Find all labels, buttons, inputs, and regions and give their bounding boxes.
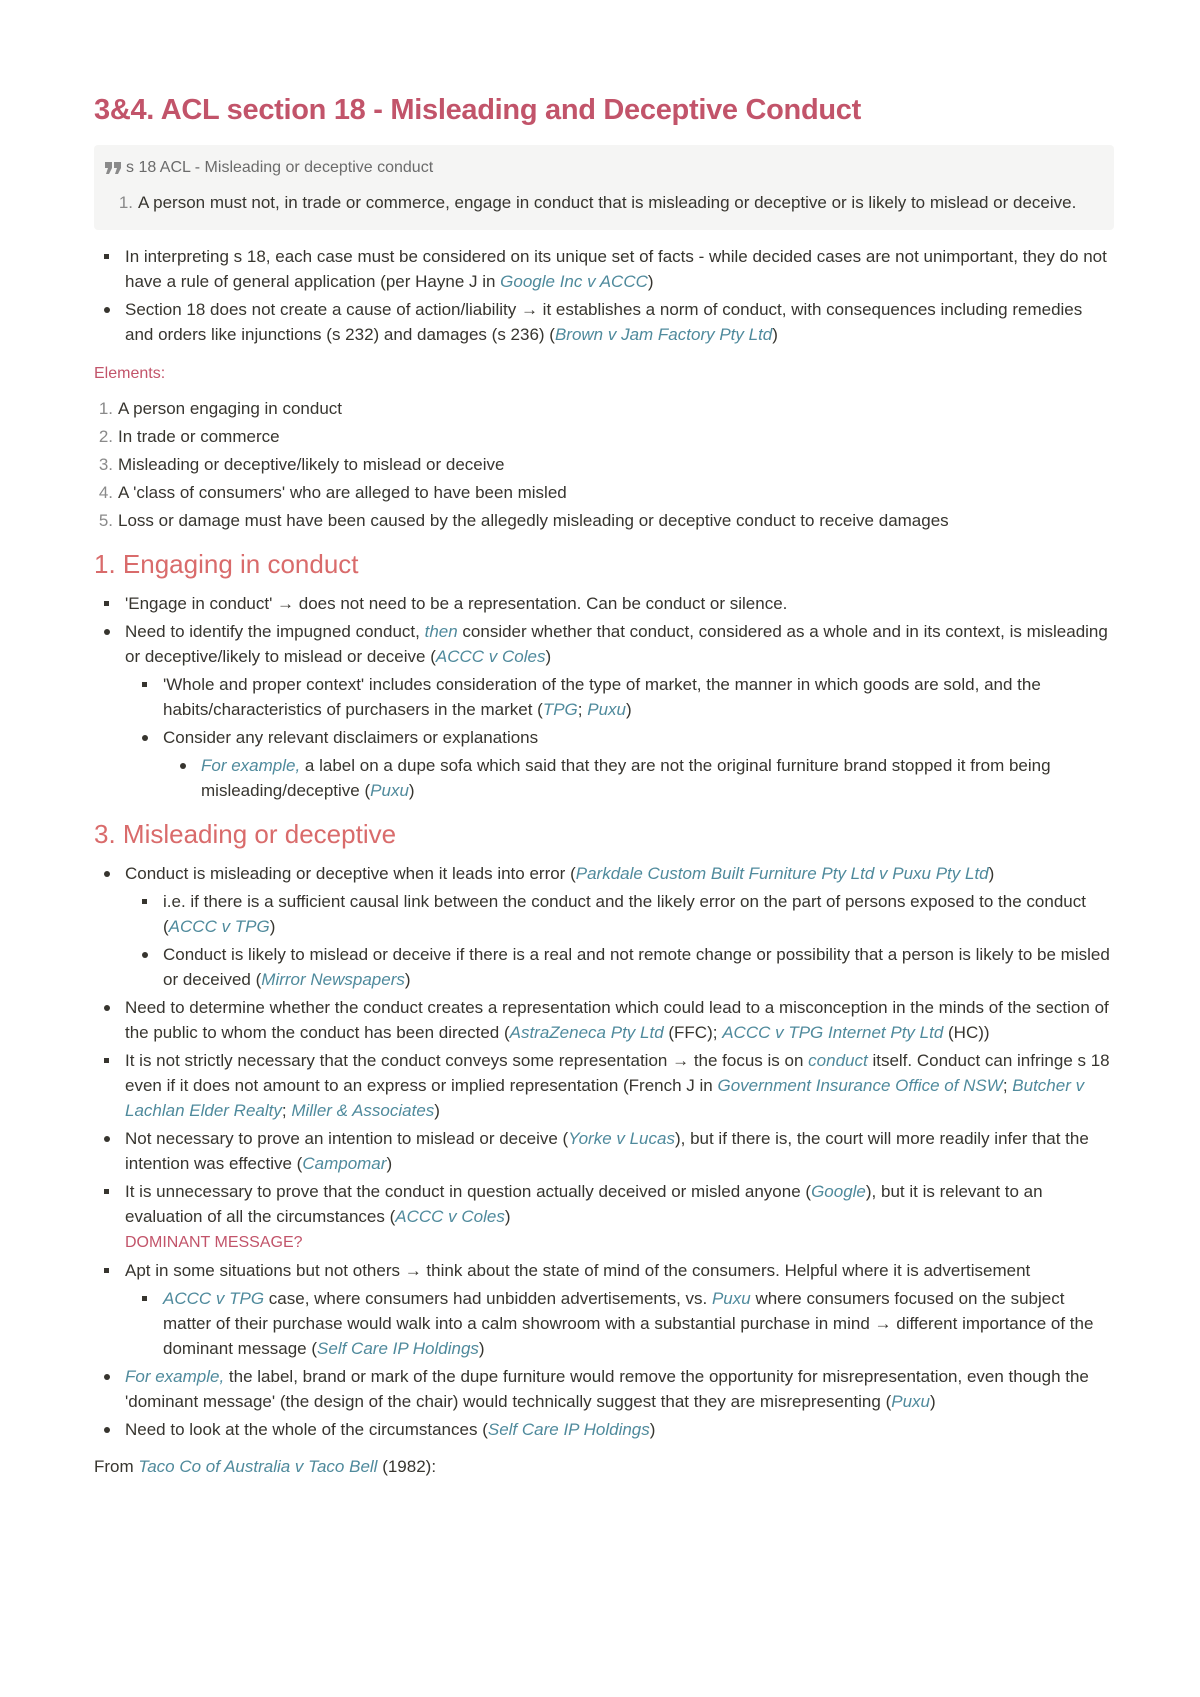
list-item: ACCC v TPG case, where consumers had unbidden advertisements, vs. Puxu where consumers focused on the subject matter of their purchase would walk into a calm showroom with a substantial purchase in mind → different importance of the dominant message (Self Care IP Holdings) bbox=[94, 1286, 1114, 1361]
case-link[interactable]: Parkdale Custom Built Furniture Pty Ltd v Puxu Pty Ltd bbox=[575, 864, 989, 883]
case-link[interactable]: ACCC v TPG bbox=[168, 917, 270, 936]
bullet-icon bbox=[94, 1179, 125, 1255]
list-item: Need to determine whether the conduct creates a representation which could lead to a misconception in the minds of the section of the public to whom the conduct has been directed (AstraZeneca Pty Ltd (FFC); ACCC v TPG Internet Pty Ltd (HC)) bbox=[94, 995, 1114, 1045]
case-link[interactable]: Miller & Associates bbox=[291, 1101, 435, 1120]
bullet-icon bbox=[132, 672, 163, 722]
list-item: Need to look at the whole of the circumstances (Self Care IP Holdings) bbox=[94, 1417, 1114, 1442]
bullet-icon bbox=[94, 861, 125, 886]
list-item: 5. Loss or damage must have been caused by the allegedly misleading or deceptive conduct to receive damages bbox=[98, 511, 949, 530]
case-link[interactable]: ACCC v Coles bbox=[435, 647, 546, 666]
bullet-icon bbox=[94, 1258, 125, 1283]
case-link[interactable]: Puxu bbox=[891, 1392, 930, 1411]
quote-icon bbox=[104, 160, 122, 176]
callout-heading bbox=[104, 155, 1100, 180]
section-heading-engaging: 1. Engaging in conduct bbox=[94, 549, 359, 579]
elements-label: Elements: bbox=[94, 365, 166, 382]
case-link[interactable]: Taco Co of Australia v Taco Bell bbox=[138, 1457, 378, 1476]
dominant-message-label: DOMINANT MESSAGE? bbox=[125, 1234, 303, 1251]
case-link[interactable]: TPG bbox=[542, 700, 578, 719]
emphasis-example: For example, bbox=[125, 1367, 225, 1386]
footer-paragraph: From Taco Co of Australia v Taco Bell (1982): bbox=[94, 1457, 437, 1476]
case-link[interactable]: ACCC v Coles bbox=[395, 1207, 505, 1226]
section-heading-misleading: 3. Misleading or deceptive bbox=[94, 819, 397, 849]
engaging-list bbox=[94, 591, 1114, 803]
list-item: 'Whole and proper context' includes consideration of the type of market, the manner in which goods are sold, and the habits/characteristics of purchasers in the market (TPG; Puxu) bbox=[94, 672, 1114, 722]
list-item: 3. Misleading or deceptive/likely to mislead or deceive bbox=[98, 455, 505, 474]
case-link[interactable]: Yorke v Lucas bbox=[568, 1129, 675, 1148]
intro-list bbox=[94, 244, 1114, 347]
list-item: i.e. if there is a sufficient causal link between the conduct and the likely error on the part of persons exposed to the conduct (ACCC v TPG) bbox=[94, 889, 1114, 939]
case-link[interactable]: Butcher v Lachlan Elder Realty bbox=[125, 1076, 1085, 1120]
list-item: Need to identify the impugned conduct, then consider whether that conduct, considered as a whole and in its context, is misleading or deceptive/likely to mislead or deceive (ACCC v Coles) bbox=[94, 619, 1114, 669]
case-link[interactable]: ACCC v TPG Internet Pty Ltd bbox=[722, 1023, 944, 1042]
bullet-icon bbox=[94, 1364, 125, 1414]
list-item-text: In interpreting s 18, each case must be considered on its unique set of facts - while decided cases are not unimportant, they do not have a rule of general application (per Hayne J in bbox=[125, 247, 1107, 291]
bullet-icon bbox=[132, 942, 163, 992]
list-item: Conduct is misleading or deceptive when it leads into error (Parkdale Custom Built Furniture Pty Ltd v Puxu Pty Ltd) bbox=[94, 861, 1114, 886]
case-link[interactable]: Google Inc v ACCC bbox=[500, 272, 648, 291]
case-link[interactable]: Google bbox=[811, 1182, 866, 1201]
case-link[interactable]: Government Insurance Office of NSW bbox=[717, 1076, 1003, 1095]
list-item: 1. A person engaging in conduct bbox=[98, 399, 343, 418]
case-link[interactable]: Brown v Jam Factory Pty Ltd bbox=[554, 325, 773, 344]
list-item: For example, a label on a dupe sofa which said that they are not the original furniture brand stopped it from being misleading/deceptive (Puxu) bbox=[94, 753, 1114, 803]
legislation-callout bbox=[94, 145, 1114, 230]
list-item-text: Section 18 does not create a cause of action/liability → it establishes a norm of conduct, with consequences including remedies and orders like injunctions (s 232) and damages (s 236) ( bbox=[125, 300, 1083, 344]
list-item: 'Engage in conduct' → does not need to be a representation. Can be conduct or silence. bbox=[94, 591, 1114, 616]
list-item: In interpreting s 18, each case must be considered on its unique set of facts - while decided cases are not unimportant, they do not have a rule of general application (per Hayne J in Google Inc v ACCC) bbox=[94, 244, 1114, 294]
item-text: A person must not, in trade or commerce, engage in conduct that is misleading or deceptive or is likely to mislead or deceive. bbox=[138, 193, 1077, 212]
bullet-icon bbox=[132, 725, 163, 750]
bullet-icon bbox=[170, 753, 201, 803]
list-item: Consider any relevant disclaimers or explanations bbox=[94, 725, 1114, 750]
bullet-icon bbox=[94, 1048, 125, 1123]
bullet-icon bbox=[132, 889, 163, 939]
list-item: Section 18 does not create a cause of action/liability → it establishes a norm of conduct, with consequences including remedies and orders like injunctions (s 232) and damages (s 236) (Brown v Jam Factory Pty Ltd) bbox=[94, 297, 1114, 347]
case-link[interactable]: Self Care IP Holdings bbox=[487, 1420, 650, 1439]
emphasis-example: For example, bbox=[201, 756, 301, 775]
emphasis-conduct: conduct bbox=[808, 1051, 868, 1070]
elements-list bbox=[94, 396, 1114, 533]
bullet-icon bbox=[132, 1286, 163, 1361]
case-link[interactable]: Self Care IP Holdings bbox=[317, 1339, 479, 1358]
bullet-icon bbox=[94, 1126, 125, 1176]
bullet-icon bbox=[94, 244, 125, 294]
list-item: For example, the label, brand or mark of the dupe furniture would remove the opportunity for misrepresentation, even though the 'dominant message' (the design of the chair) would technically suggest that they are misrepresenting (Puxu) bbox=[94, 1364, 1114, 1414]
bullet-icon bbox=[94, 297, 125, 347]
misleading-list bbox=[94, 861, 1114, 1442]
case-link[interactable]: AstraZeneca Pty Ltd bbox=[509, 1023, 664, 1042]
case-link[interactable]: Mirror Newspapers bbox=[261, 970, 405, 989]
page-title: 3&4. ACL section 18 - Misleading and Deceptive Conduct bbox=[94, 94, 861, 126]
case-link[interactable]: Puxu bbox=[370, 781, 409, 800]
list-item: It is not strictly necessary that the conduct conveys some representation → the focus is on conduct itself. Conduct can infringe s 18 even if it does not amount to an express or implied representation (French J in Government Insurance Office of NSW; Butcher v Lachlan Elder Realty; Miller & Associates) bbox=[94, 1048, 1114, 1123]
item-number: 1. bbox=[118, 193, 133, 212]
case-link[interactable]: Puxu bbox=[711, 1289, 751, 1308]
list-item: Not necessary to prove an intention to mislead or deceive (Yorke v Lucas), but if there is, the court will more readily infer that the intention was effective (Campomar) bbox=[94, 1126, 1114, 1176]
callout-item bbox=[104, 190, 1100, 215]
list-item: It is unnecessary to prove that the conduct in question actually deceived or misled anyone (Google), but it is relevant to an evaluation of all the circumstances (ACCC v Coles) DOMINANT MESSAGE? bbox=[94, 1179, 1114, 1255]
bullet-icon bbox=[94, 591, 125, 616]
callout-heading-text: s 18 ACL - Misleading or deceptive conduct bbox=[126, 159, 434, 176]
list-item: 4. A 'class of consumers' who are alleged to have been misled bbox=[98, 483, 567, 502]
list-item: 2. In trade or commerce bbox=[98, 427, 280, 446]
list-item: Conduct is likely to mislead or deceive if there is a real and not remote change or possibility that a person is likely to be misled or deceived (Mirror Newspapers) bbox=[94, 942, 1114, 992]
list-item: Apt in some situations but not others → think about the state of mind of the consumers. Helpful where it is advertisement bbox=[94, 1258, 1114, 1283]
case-link[interactable]: Puxu bbox=[587, 700, 626, 719]
bullet-icon bbox=[94, 619, 125, 669]
case-link[interactable]: ACCC v TPG bbox=[163, 1289, 265, 1308]
emphasis-then: then bbox=[424, 622, 458, 641]
case-link[interactable]: Campomar bbox=[302, 1154, 387, 1173]
bullet-icon bbox=[94, 995, 125, 1045]
bullet-icon bbox=[94, 1417, 125, 1442]
